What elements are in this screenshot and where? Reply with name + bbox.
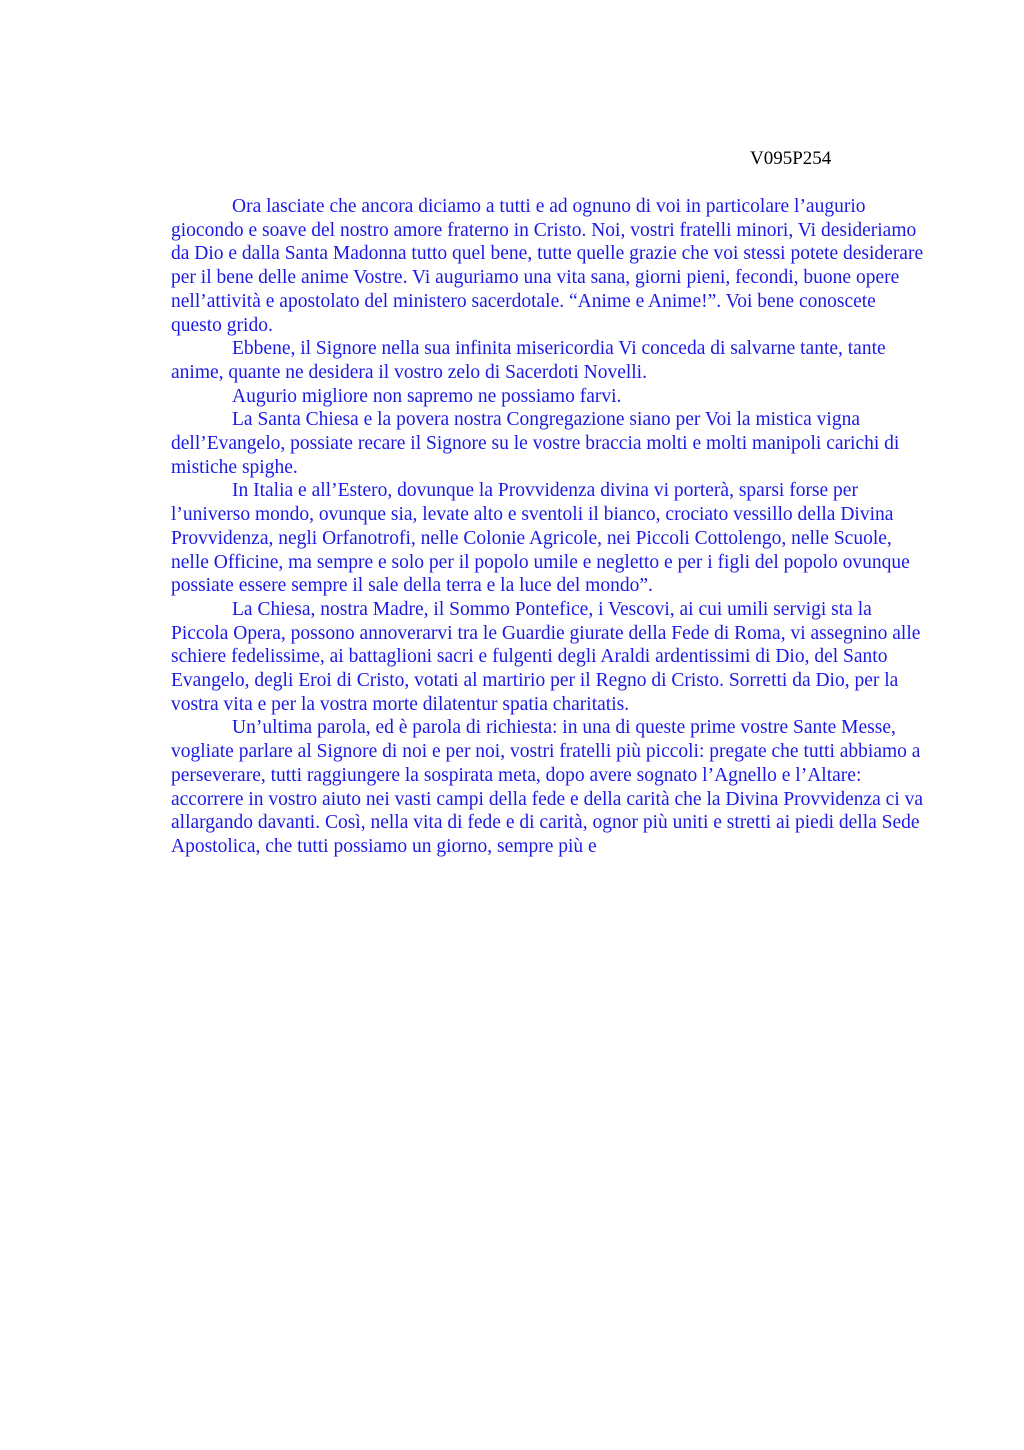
paragraph: La Santa Chiesa e la povera nostra Congregazione siano per Voi la mistica vigna dell’Evangelo, possiate recare il Signore su le vostre braccia molti e molti manipoli carichi di mistiche spighe. (171, 409, 900, 478)
paragraph: La Chiesa, nostra Madre, il Sommo Pontefice, i Vescovi, ai cui umili servigi sta la Piccola Opera, possono annoverarvi tra le Guardie giurate della Fede di Roma, vi assegnino alle schiere fedelissime, ai battaglioni sacri e fulgenti degli Araldi ardentissimi di Dio, del Santo Evangelo, degli Eroi di Cristo, votati al martirio per il Regno di Cristo. Sorretti da Dio, per la vostra vita e per la vostra morte dilatentur spatia charitatis. (171, 598, 921, 715)
paragraph: In Italia e all’Estero, dovunque la Provvidenza divina vi porterà, sparsi forse per l’universo mondo, ovunque sia, levate alto e sventoli il bianco, crociato vessillo della Divina Provvidenza, negli Orfanotrofi, nelle Colonie Agricole, nei Piccoli Cottolengo, nelle Scuole, nelle Officine, ma sempre e solo per il popolo umile e negletto e per i figli del popolo ovunque possiate essere sempre il sale della terra e la luce del mondo”. (171, 480, 910, 597)
paragraph: Ora lasciate che ancora diciamo a tutti e ad ognuno di voi in particolare l’augurio giocondo e soave del nostro amore fraterno in Cristo. Noi, vostri fratelli minori, Vi desideriamo da Dio e dalla Santa Madonna tutto quel bene, tutte quelle grazie che voi stessi potete desiderare per il bene delle anime Vostre. Vi auguriamo una vita sana, giorni pieni, fecondi, buone opere nell’attività e apostolato del ministero sacerdotale. “Anime e Anime!”. Voi bene conoscete questo grido. (171, 196, 924, 336)
page-code: V095P254 (750, 148, 832, 169)
document-body (171, 195, 929, 859)
paragraph: Ebbene, il Signore nella sua infinita misericordia Vi conceda di salvarne tante, tante anime, quante ne desidera il vostro zelo di Sacerdoti Novelli. (171, 338, 886, 383)
paragraph: Augurio migliore non sapremo ne possiamo farvi. (232, 385, 622, 407)
paragraph: Un’ultima parola, ed è parola di richiesta: in una di queste prime vostre Sante Messe, vogliate parlare al Signore di noi e per noi, vostri fratelli più piccoli: pregate che tutti abbiamo a perseverare, tutti raggiungere la sospirata meta, dopo avere sognato l’Agnello e l’Altare: accorrere in vostro aiuto nei vasti campi della fede e della carità che la Divina Provvidenza ci va allargando davanti. Così, nella vita di fede e di carità, ognor più uniti e stretti ai piedi della Sede Apostolica, che tutti possiamo un giorno, sempre più e (171, 717, 924, 857)
